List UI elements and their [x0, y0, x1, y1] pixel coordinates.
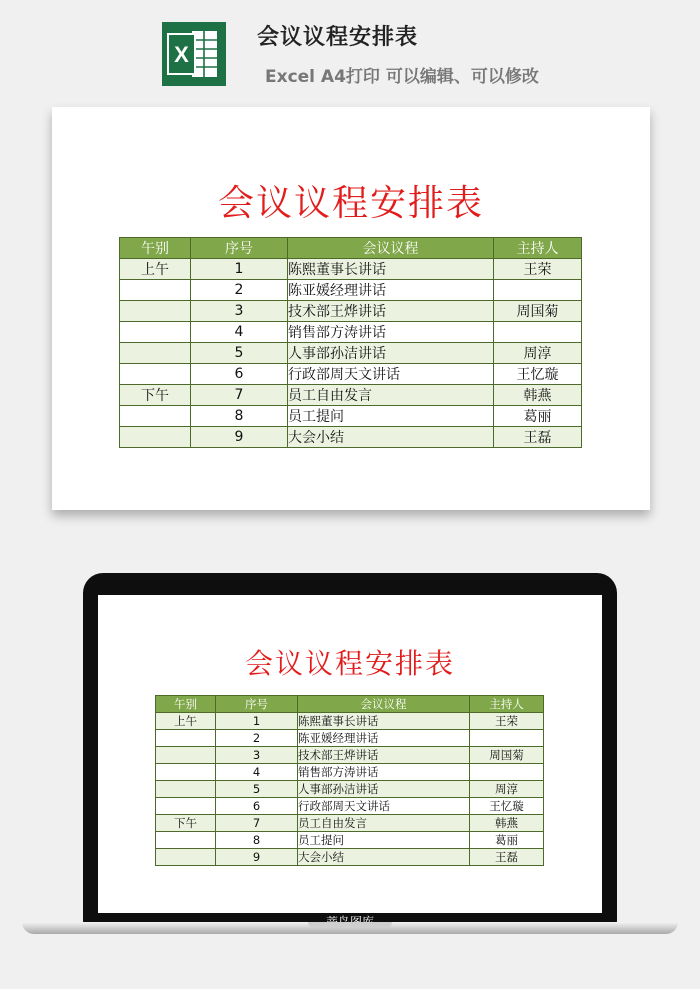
period-cell: [156, 730, 216, 747]
period-cell: [120, 364, 191, 385]
paper-preview: [52, 107, 650, 510]
agenda-cell: 陈熙董事长讲话: [298, 713, 470, 730]
agenda-cell: 员工自由发言: [298, 815, 470, 832]
table-row: [120, 259, 582, 280]
laptop-screen: [98, 595, 602, 913]
agenda-cell: 大会小结: [298, 849, 470, 866]
number-cell: 5: [216, 781, 298, 798]
agenda-cell: 员工提问: [288, 406, 494, 427]
number-cell: 7: [216, 815, 298, 832]
host-cell: 葛丽: [494, 406, 582, 427]
sheet-title: 会议议程安排表: [244, 647, 455, 680]
host-cell: 王荣: [470, 713, 544, 730]
number-cell: 7: [191, 385, 288, 406]
number-cell: 4: [191, 322, 288, 343]
schedule-table: [155, 695, 544, 866]
table-row: [156, 764, 544, 781]
agenda-cell: 大会小结: [288, 427, 494, 448]
agenda-cell: 人事部孙洁讲话: [288, 343, 494, 364]
number-cell: 4: [216, 764, 298, 781]
period-cell: [120, 343, 191, 364]
host-cell: 周淳: [494, 343, 582, 364]
host-cell: 韩燕: [470, 815, 544, 832]
table-row: [120, 322, 582, 343]
column-header-period: 午别: [120, 238, 191, 259]
period-cell: [120, 322, 191, 343]
host-cell: 王荣: [494, 259, 582, 280]
table-row: [156, 832, 544, 849]
agenda-cell: 人事部孙洁讲话: [298, 781, 470, 798]
table-header-row: [156, 696, 544, 713]
period-cell: [120, 427, 191, 448]
agenda-cell: 陈熙董事长讲话: [288, 259, 494, 280]
table-row: [120, 385, 582, 406]
schedule-table: [119, 237, 582, 448]
sheet-title: 会议议程安排表: [217, 183, 484, 224]
number-cell: 3: [191, 301, 288, 322]
host-cell: 王磊: [470, 849, 544, 866]
excel-icon-letter: X: [174, 42, 189, 67]
number-cell: 9: [191, 427, 288, 448]
laptop-notch: [308, 922, 392, 928]
period-cell: [156, 798, 216, 815]
host-cell: [470, 764, 544, 781]
host-cell: [470, 730, 544, 747]
agenda-cell: 销售部方涛讲话: [298, 764, 470, 781]
period-cell: 下午: [120, 385, 191, 406]
number-cell: 1: [191, 259, 288, 280]
number-cell: 6: [191, 364, 288, 385]
column-header-agenda: 会议议程: [288, 238, 494, 259]
column-header-period: 午别: [156, 696, 216, 713]
period-cell: 上午: [120, 259, 191, 280]
number-cell: 3: [216, 747, 298, 764]
period-cell: 上午: [156, 713, 216, 730]
number-cell: 5: [191, 343, 288, 364]
agenda-cell: 销售部方涛讲话: [288, 322, 494, 343]
host-cell: 王忆璇: [494, 364, 582, 385]
agenda-cell: 陈亚媛经理讲话: [298, 730, 470, 747]
table-body: [156, 713, 544, 866]
table-row: [156, 815, 544, 832]
table-header-row: [120, 238, 582, 259]
agenda-cell: 员工自由发言: [288, 385, 494, 406]
table-body: [120, 259, 582, 448]
table-row: [156, 849, 544, 866]
page-title: 会议议程安排表: [257, 25, 419, 50]
number-cell: 1: [216, 713, 298, 730]
host-cell: 周国菊: [470, 747, 544, 764]
table-row: [120, 406, 582, 427]
table-row: [120, 427, 582, 448]
period-cell: [156, 832, 216, 849]
period-cell: [120, 280, 191, 301]
agenda-cell: 陈亚媛经理讲话: [288, 280, 494, 301]
host-cell: 韩燕: [494, 385, 582, 406]
host-cell: 周淳: [470, 781, 544, 798]
number-cell: 8: [191, 406, 288, 427]
host-cell: 周国菊: [494, 301, 582, 322]
table-row: [120, 301, 582, 322]
agenda-cell: 行政部周天文讲话: [298, 798, 470, 815]
agenda-cell: 技术部王烨讲话: [288, 301, 494, 322]
number-cell: 9: [216, 849, 298, 866]
period-cell: [156, 764, 216, 781]
period-cell: [120, 301, 191, 322]
period-cell: 下午: [156, 815, 216, 832]
host-cell: 王忆璇: [470, 798, 544, 815]
number-cell: 6: [216, 798, 298, 815]
table-row: [156, 747, 544, 764]
period-cell: [120, 406, 191, 427]
agenda-cell: 员工提问: [298, 832, 470, 849]
number-cell: 8: [216, 832, 298, 849]
period-cell: [156, 849, 216, 866]
table-row: [120, 280, 582, 301]
host-cell: [494, 280, 582, 301]
host-cell: [494, 322, 582, 343]
table-row: [156, 798, 544, 815]
table-row: [120, 343, 582, 364]
number-cell: 2: [191, 280, 288, 301]
agenda-cell: 行政部周天文讲话: [288, 364, 494, 385]
table-row: [156, 781, 544, 798]
host-cell: 王磊: [494, 427, 582, 448]
table-row: [120, 364, 582, 385]
column-header-number: 序号: [191, 238, 288, 259]
agenda-cell: 技术部王烨讲话: [298, 747, 470, 764]
column-header-number: 序号: [216, 696, 298, 713]
column-header-host: 主持人: [470, 696, 544, 713]
column-header-agenda: 会议议程: [298, 696, 470, 713]
table-row: [156, 730, 544, 747]
page-subtitle: Excel A4打印 可以编辑、可以修改: [265, 67, 539, 87]
column-header-host: 主持人: [494, 238, 582, 259]
host-cell: 葛丽: [470, 832, 544, 849]
excel-icon: [162, 22, 226, 86]
period-cell: [156, 781, 216, 798]
number-cell: 2: [216, 730, 298, 747]
period-cell: [156, 747, 216, 764]
table-row: [156, 713, 544, 730]
